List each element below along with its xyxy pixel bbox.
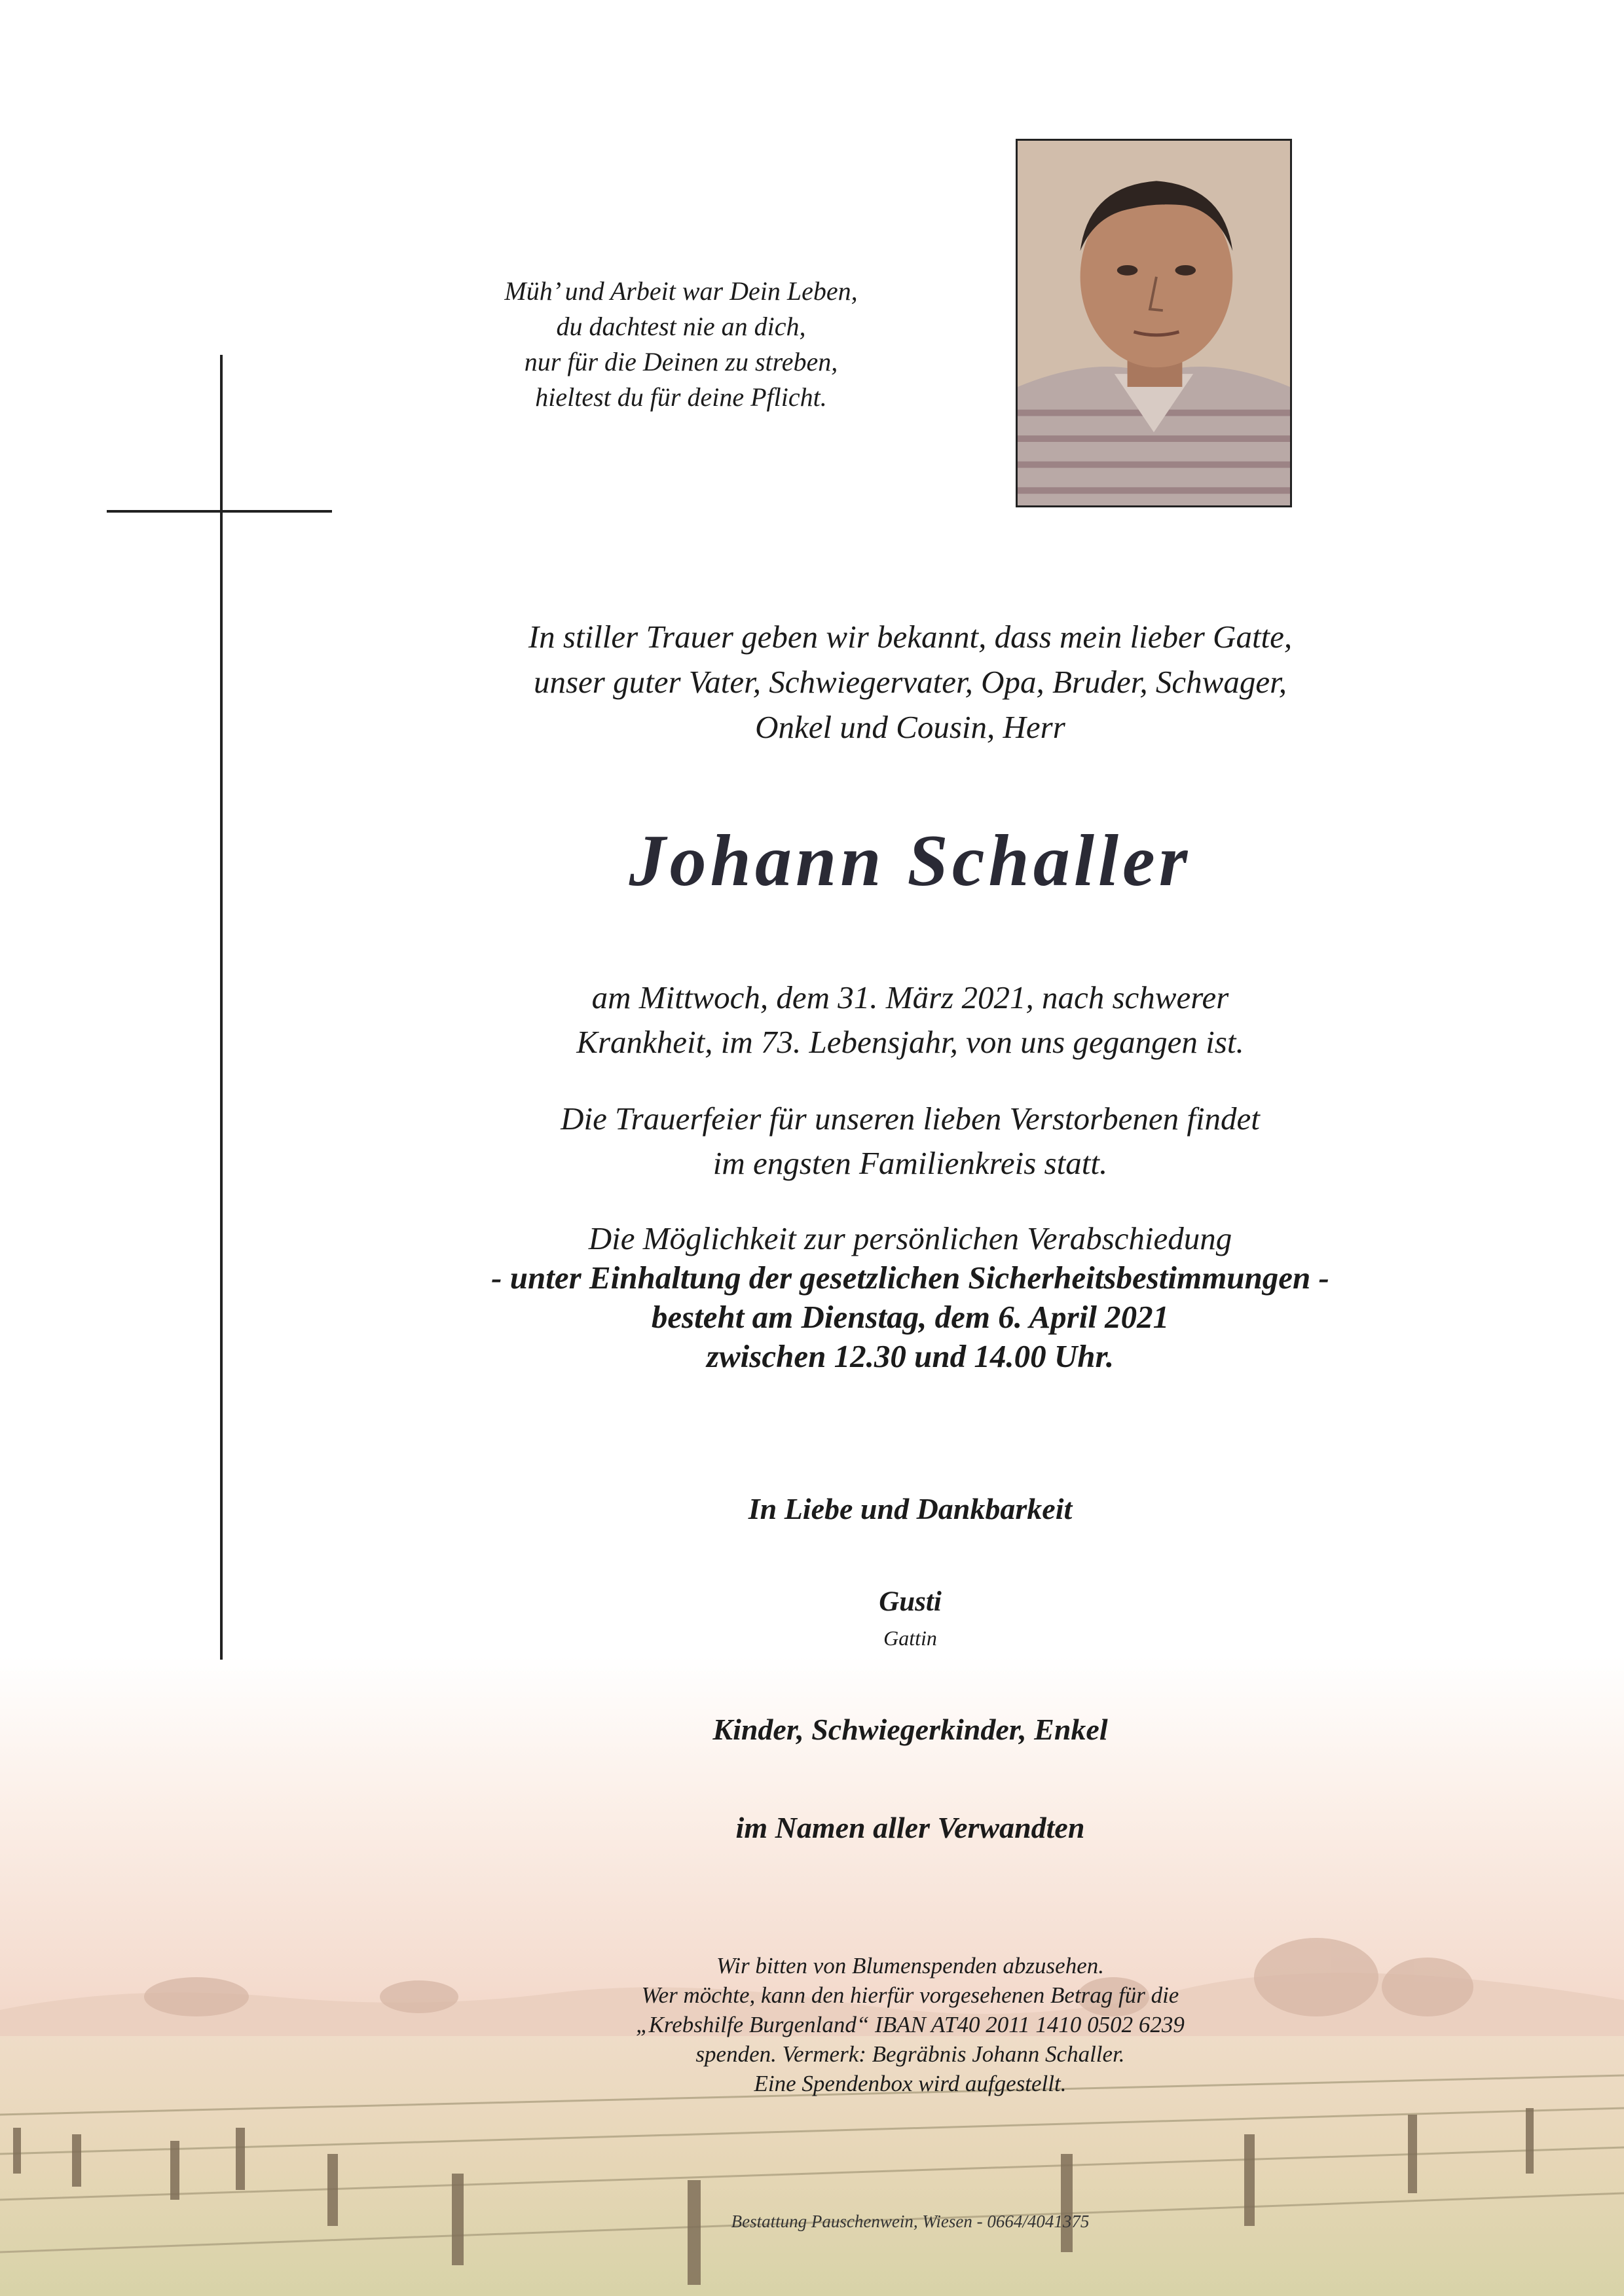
- deceased-name: Johann Schaller: [629, 820, 1192, 902]
- donation-line: Wir bitten von Blumenspenden abzusehen.: [716, 1953, 1104, 1978]
- cross-vertical-bar: [220, 355, 223, 1660]
- donation-line: „Krebshilfe Burgenland“ IBAN AT40 2011 1410 0502 6239: [636, 2012, 1185, 2037]
- funeral-line: im engsten Familienkreis statt.: [712, 1145, 1108, 1181]
- farewell-bold-line: besteht am Dienstag, dem 6. April 2021: [651, 1299, 1170, 1335]
- death-notice-line: Krankheit, im 73. Lebensjahr, von uns gegangen ist.: [576, 1024, 1244, 1060]
- donation-line: Wer möchte, kann den hierfür vorgesehenen Betrag für die: [641, 1982, 1179, 2008]
- announcement-intro: [419, 614, 1401, 750]
- relatives-line: im Namen aller Verwandten: [735, 1811, 1085, 1844]
- memorial-quote: [452, 274, 910, 415]
- spouse-role: Gattin: [883, 1626, 937, 1650]
- quote-line: Müh’ und Arbeit war Dein Leben,: [504, 276, 858, 306]
- quote-line: hieltest du für deine Pflicht.: [535, 382, 827, 412]
- cross-horizontal-bar: [107, 510, 332, 513]
- death-notice-line: am Mittwoch, dem 31. März 2021, nach schwerer: [591, 979, 1229, 1015]
- farewell-notice: [354, 1219, 1467, 1376]
- donation-line: spenden. Vermerk: Begräbnis Johann Schaller.: [695, 2041, 1125, 2067]
- intro-line: Onkel und Cousin, Herr: [755, 709, 1065, 745]
- death-notice: [419, 975, 1401, 1065]
- intro-line: unser guter Vater, Schwiegervater, Opa, Bruder, Schwager,: [533, 664, 1287, 700]
- farewell-intro-line: Die Möglichkeit zur persönlichen Verabschiedung: [588, 1220, 1232, 1256]
- spouse-name: Gusti: [879, 1586, 942, 1617]
- funeral-line: Die Trauerfeier für unseren lieben Verstorbenen findet: [561, 1101, 1260, 1137]
- donation-line: Eine Spendenbox wird aufgestellt.: [754, 2071, 1067, 2096]
- funeral-notice: [419, 1097, 1401, 1186]
- portrait-photo: [1016, 139, 1292, 507]
- family-members: Kinder, Schwiegerkinder, Enkel: [712, 1713, 1108, 1746]
- quote-line: du dachtest nie an dich,: [556, 312, 806, 341]
- farewell-bold-line: zwischen 12.30 und 14.00 Uhr.: [706, 1338, 1115, 1374]
- funeral-home-footer: Bestattung Pauschenwein, Wiesen - 0664/4041375: [731, 2212, 1090, 2231]
- quote-line: nur für die Deinen zu streben,: [524, 347, 838, 376]
- closing-phrase: In Liebe und Dankbarkeit: [748, 1492, 1073, 1525]
- farewell-bold-line: - unter Einhaltung der gesetzlichen Sicherheitsbestimmungen -: [491, 1260, 1329, 1296]
- donation-notice: [485, 1951, 1336, 2098]
- intro-line: In stiller Trauer geben wir bekannt, dass mein lieber Gatte,: [528, 619, 1293, 655]
